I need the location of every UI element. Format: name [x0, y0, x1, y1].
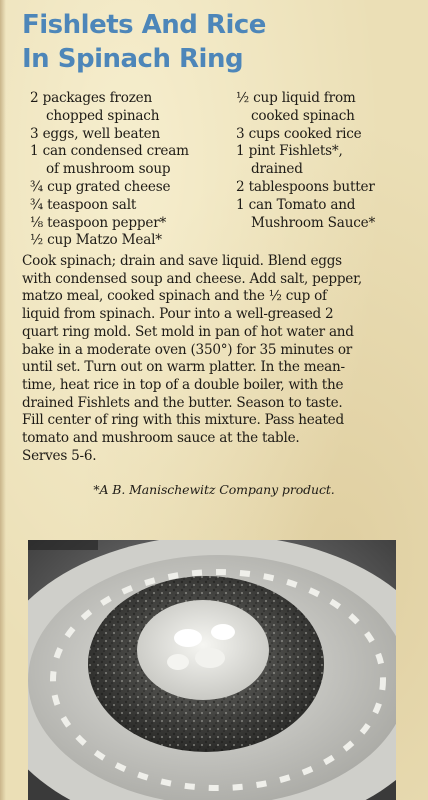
directions-line: until set. Turn out on warm platter. In the mean- — [22, 359, 345, 376]
ingredient-line: of mushroom soup — [46, 161, 171, 178]
ingredient-line: 3 cups cooked rice — [236, 125, 362, 142]
directions-line: with condensed soup and cheese. Add salt, pepper, — [22, 270, 362, 287]
ingredient-line: ½ cup Matzo Meal* — [30, 232, 162, 249]
directions-line: Serves 5-6. — [22, 447, 97, 464]
directions-paragraph — [22, 253, 414, 465]
footnote: *A B. Manischewitz Company product. — [93, 482, 335, 497]
directions-line: drained Fishlets and the butter. Season to taste. — [22, 394, 343, 411]
ingredient-line: ¾ teaspoon salt — [30, 196, 137, 213]
ingredient-line: 1 pint Fishlets*, — [236, 143, 343, 160]
dish-photo — [28, 540, 396, 800]
ingredient-line: 3 eggs, well beaten — [30, 125, 161, 142]
card-edge — [0, 0, 6, 800]
ingredient-line: 1 can condensed cream — [30, 143, 189, 160]
ingredient-line: Mushroom Sauce* — [251, 214, 376, 231]
ingredient-line: 2 tablespoons butter — [236, 178, 375, 195]
directions-line: liquid from spinach. Pour into a well-greased 2 — [22, 306, 334, 323]
ingredient-line: 1 can Tomato and — [236, 196, 356, 213]
ingredient-line: 2 packages frozen — [30, 90, 153, 106]
ingredient-line: ¾ cup grated cheese — [30, 178, 171, 195]
directions-line: Fill center of ring with this mixture. Pass heated — [22, 412, 344, 429]
ingredient-line: chopped spinach — [46, 107, 160, 124]
directions-line: tomato and mushroom sauce at the table. — [22, 430, 300, 447]
ingredients-right-column — [236, 90, 426, 232]
directions-line: matzo meal, cooked spinach and the ½ cup of — [22, 288, 327, 305]
recipe-title — [22, 8, 402, 76]
directions-line: Cook spinach; drain and save liquid. Blend eggs — [22, 253, 342, 269]
title-line-1: Fishlets And Rice — [22, 10, 266, 40]
ingredient-line: ⅛ teaspoon pepper* — [30, 214, 167, 231]
title-line-2: In Spinach Ring — [22, 44, 244, 74]
directions-line: time, heat rice in top of a double boiler, with the — [22, 376, 344, 393]
ingredient-line: drained — [251, 161, 303, 178]
ingredient-line: ½ cup liquid from — [236, 90, 356, 106]
spinach-ring-photo — [28, 540, 396, 800]
ingredient-line: cooked spinach — [251, 107, 355, 124]
directions-line: bake in a moderate oven (350°) for 35 minutes or — [22, 341, 353, 358]
ingredients-left-column — [30, 90, 230, 250]
directions-line: quart ring mold. Set mold in pan of hot water and — [22, 323, 354, 340]
